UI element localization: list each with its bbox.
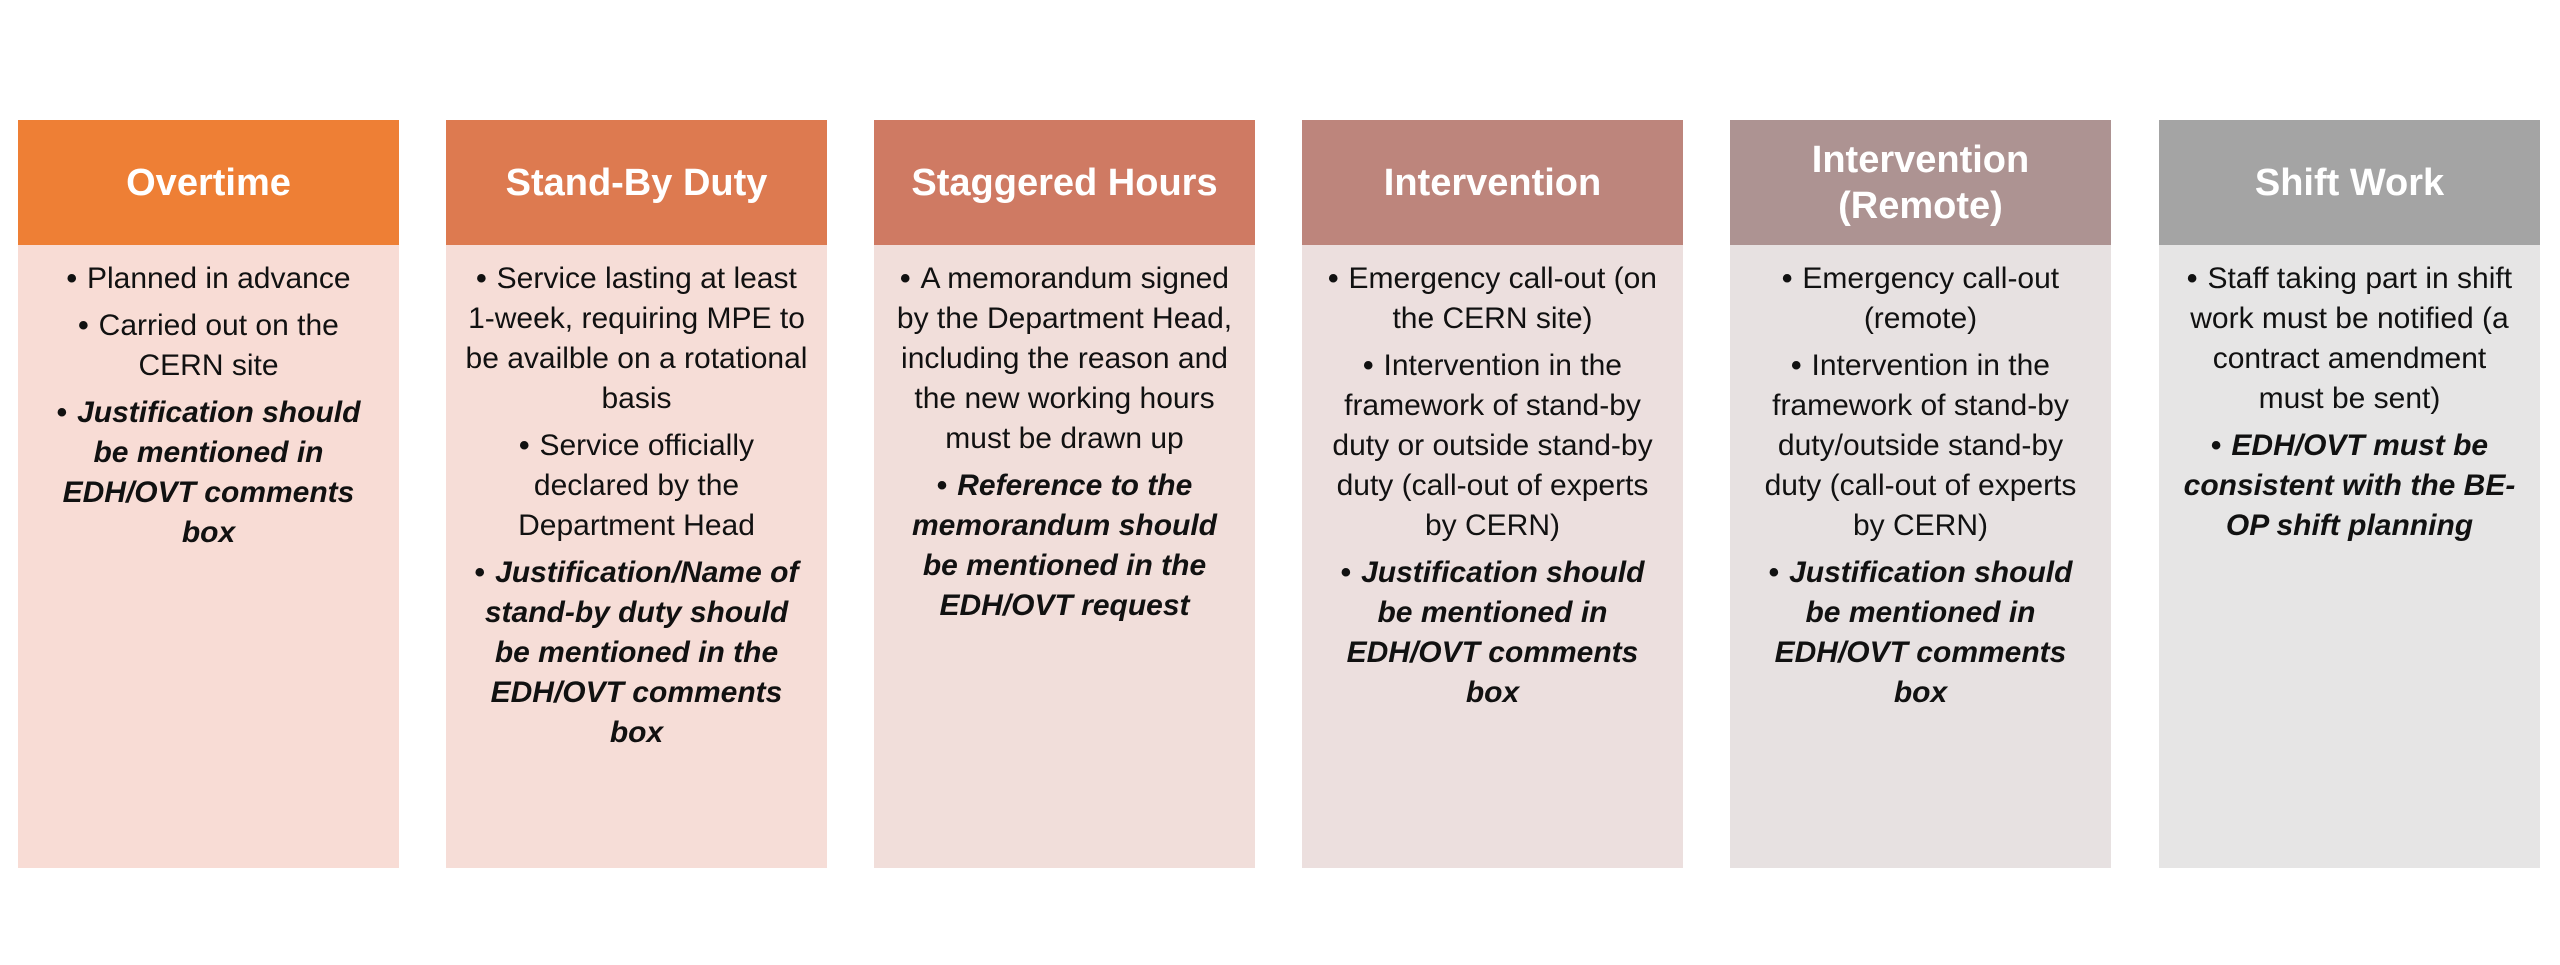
bullet-icon: • (1340, 556, 1352, 589)
item-list (892, 259, 1237, 626)
column-stand-by-duty (446, 120, 827, 868)
column-header: Intervention (Remote) (1730, 120, 2111, 245)
item-list (1748, 259, 2093, 713)
bullet-icon: • (78, 309, 89, 342)
column-header: Staggered Hours (874, 120, 1255, 245)
bullet-icon: • (518, 429, 530, 462)
item-text: Intervention in the framework of stand-by duty or outside stand-by duty (call-out of experts by CERN) (1332, 349, 1653, 542)
column-shift-work (2159, 120, 2540, 868)
column-intervention (1302, 120, 1683, 868)
item-list (1320, 259, 1665, 713)
item-text: A memorandum signed by the Department Head, including the reason and the new working hours must be drawn up (896, 262, 1233, 455)
bullet-icon: • (936, 469, 948, 502)
bullet-icon: • (1328, 262, 1339, 295)
bullet-icon: • (56, 396, 68, 429)
column-header: Stand-By Duty (446, 120, 827, 245)
column-header: Overtime (18, 120, 399, 245)
item-text: Service lasting at least 1-week, requiring MPE to be availble on a rotational basis (465, 262, 808, 415)
bullet-icon: • (476, 262, 487, 295)
bullet-icon: • (1790, 349, 1802, 382)
item-text: Justification should be mentioned in EDH/OVT comments box (1774, 556, 2073, 709)
bullet-icon: • (474, 556, 486, 589)
list-item (464, 553, 809, 753)
list-item (1320, 553, 1665, 713)
list-item (464, 426, 809, 546)
column-overtime (18, 120, 399, 868)
item-text: Intervention in the framework of stand-by duty/outside stand-by duty (call-out of experts by CERN) (1764, 349, 2077, 542)
item-text: EDH/OVT must be consistent with the BE-OP shift planning (2183, 429, 2516, 542)
list-item (892, 466, 1237, 626)
bullet-icon: • (1781, 262, 1793, 295)
list-item (36, 393, 381, 553)
column-body (2159, 245, 2540, 868)
bullet-icon: • (899, 262, 911, 295)
column-body (1302, 245, 1683, 868)
list-item (36, 259, 381, 299)
item-text: Emergency call-out (remote) (1802, 262, 2060, 335)
list-item (1748, 259, 2093, 339)
item-list (464, 259, 809, 753)
list-item (464, 259, 809, 419)
bullet-icon: • (2210, 429, 2222, 462)
column-staggered-hours (874, 120, 1255, 868)
list-item (1320, 346, 1665, 546)
column-body (1730, 245, 2111, 868)
list-item (2177, 426, 2522, 546)
item-text: Staff taking part in shift work must be notified (a contract amendment must be sent) (2190, 262, 2513, 415)
category-columns (18, 120, 2540, 868)
bullet-icon: • (1362, 349, 1374, 382)
list-item (1748, 553, 2093, 713)
item-text: Justification/Name of stand-by duty should be mentioned in the EDH/OVT comments box (484, 556, 799, 749)
column-header: Shift Work (2159, 120, 2540, 245)
bullet-icon: • (2186, 262, 2198, 295)
column-header: Intervention (1302, 120, 1683, 245)
column-body (446, 245, 827, 868)
item-text: Service officially declared by the Department Head (518, 429, 755, 542)
item-list (36, 259, 381, 553)
column-intervention-remote (1730, 120, 2111, 868)
item-text: Planned in advance (86, 262, 351, 295)
list-item (1320, 259, 1665, 339)
item-text: Carried out on the CERN site (98, 309, 339, 382)
bullet-icon: • (1768, 556, 1780, 589)
list-item (892, 259, 1237, 459)
bullet-icon: • (66, 262, 77, 295)
item-text: Justification should be mentioned in EDH/OVT comments box (62, 396, 361, 549)
item-text: Emergency call-out (on the CERN site) (1348, 262, 1657, 335)
item-text: Justification should be mentioned in EDH/OVT comments box (1346, 556, 1645, 709)
column-body (18, 245, 399, 868)
item-list (2177, 259, 2522, 546)
list-item (2177, 259, 2522, 419)
list-item (1748, 346, 2093, 546)
column-body (874, 245, 1255, 868)
item-text: Reference to the memorandum should be mentioned in the EDH/OVT request (911, 469, 1218, 622)
list-item (36, 306, 381, 386)
